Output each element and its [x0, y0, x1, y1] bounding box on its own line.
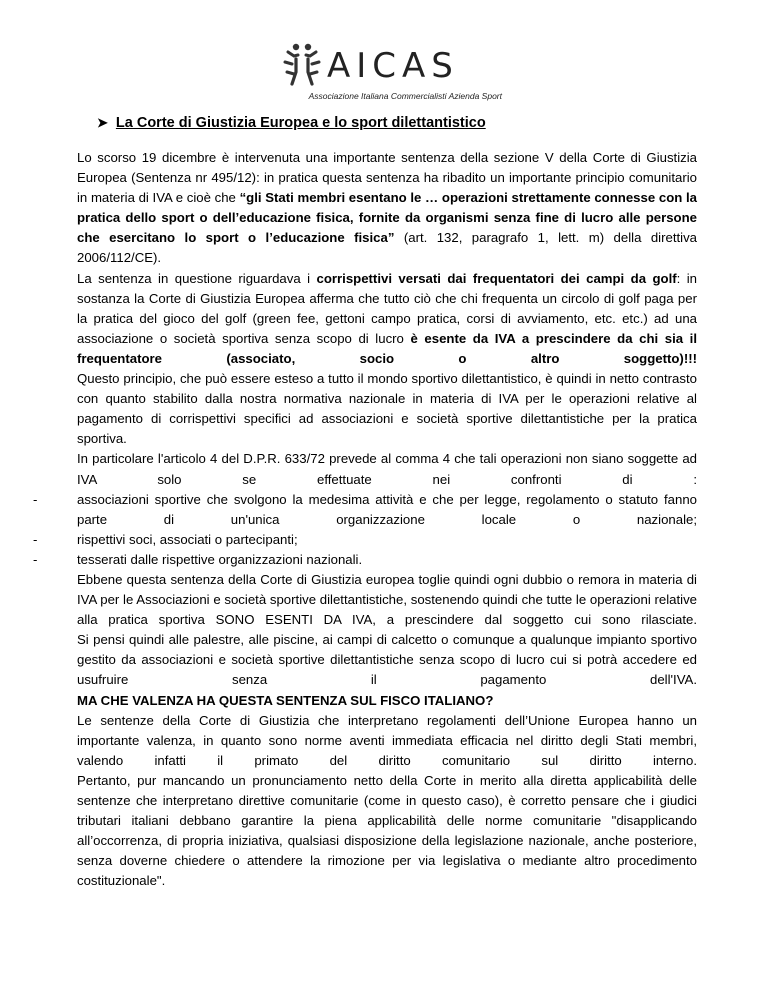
logo-wordmark: AICAS [327, 46, 459, 86]
article-body [33, 148, 698, 891]
paragraph-7: Le sentenze della Corte di Giustizia che interpretano regolamenti dell’Unione Europea hanno un importante valenza, in quanto sono norme aventi immediata efficacia nel diritto degli Stati membri, valendo infatti il primato del diritto comunitario sul diritto interno. [77, 712, 697, 768]
p1-reference: (art. 132, paragrafo 1, lett. m) della direttiva 2006/112/CE). [77, 230, 698, 266]
paragraph-5: Ebbene questa sentenza della Corte di Giustizia europea toglie quindi ogni dubbio o remora in materia di IVA per le Associazioni e società sportive dilettantistiche, sostenendo quindi che tutte le operazioni relative alla pratica sportiva SONO ESENTI DA IVA, a prescindere dal soggetto cui sono rilasciate. [77, 571, 697, 628]
bullet-item-1 [33, 490, 697, 530]
athletes-logo-icon [282, 42, 322, 90]
bullet-item-2 [33, 530, 697, 550]
logo-subtitle: Associazione Italiana Commercialisti Azienda Sport [308, 91, 502, 101]
p1-text: Lo scorso 19 dicembre è intervenuta una importante sentenza della sezione V della Corte di Giustizia Europea (Sentenza nr 495/12): in pratica questa sentenza ha ribadito un importante principio comunitario in materia di IVA e cioè che [77, 150, 697, 206]
heading-text: La Corte di Giustizia Europea e lo sport dilettantistico [115, 115, 486, 131]
bullet-text: tesserati dalle rispettive organizzazioni nazionali. [77, 551, 363, 567]
arrow-bullet-icon: ➤ [97, 115, 108, 130]
p2-bold-2: è esente da IVA a prescindere da chi sia il frequentatore (associato, socio o altro soggetto)!!! [77, 330, 698, 366]
paragraph-2 [77, 269, 697, 369]
paragraph-4: In particolare l'articolo 4 del D.P.R. 633/72 prevede al comma 4 che tali operazioni non siano soggette ad IVA solo se effettuate nei confronti di : [77, 451, 697, 487]
bullet-dash: - [33, 491, 38, 507]
subheading [77, 691, 697, 711]
paragraph-3: Questo principio, che può essere esteso a tutto il mondo sportivo dilettantistico, è quindi in netto contrasto con quanto stabilito dalla nostra normativa nazionale in materia di IVA per le operazioni relative al pagamento di corrispettivi specifici ad associazioni e società sportive dilettantistiche per la pratica sportiva. [77, 371, 697, 447]
bullet-dash: - [33, 531, 38, 547]
p2-bold-1: corrispettivi versati dai frequentatori dei campi da golf [316, 270, 677, 286]
article-heading [97, 115, 486, 131]
bullet-item-3 [33, 550, 697, 570]
bullet-dash: - [33, 551, 38, 567]
paragraph-8: Pertanto, pur mancando un pronunciamento netto della Corte in merito alla diretta applicabilità delle sentenze che interpretano direttive comunitarie (come in questo caso), è corretto pensare che i giudici tributari italiani debbano garantire la piena applicabilità delle norme comunitarie "disapplicando all’occorrenza, di propria iniziativa, qualsiasi disposizione della legislazione nazionale, anche posteriore, senza doverne chiedere o attendere la rimozione per via legislativa o mediante altro procedimento costituzionale". [77, 772, 697, 889]
paragraph-6: Si pensi quindi alle palestre, alle piscine, ai campi di calcetto o comunque a qualunque impianto sportivo gestito da associazioni e società sportive dilettantistiche senza scopo di lucro cui si potrà accedere ed usufruire senza il pagamento dell'IVA. [77, 632, 697, 688]
bullet-text: associazioni sportive che svolgono la medesima attività e che per legge, regolamento o statuto fanno parte di un'unica organizzazione locale o nazionale; [77, 491, 697, 527]
aicas-logo [282, 40, 502, 106]
p1-quote: “gli Stati membri esentano le … operazioni strettamente connesse con la pratica dello sport o dell’educazione fisica, fornite da organismi senza fine di lucro alle persone che esercitano lo sport o l’educazione fisica” [77, 190, 697, 246]
p2-text: La sentenza in questione riguardava i [77, 270, 317, 286]
bullet-text: rispettivi soci, associati o partecipanti; [77, 531, 298, 547]
subheading-text: MA CHE VALENZA HA QUESTA SENTENZA SUL FISCO ITALIANO? [77, 692, 494, 708]
p2-text-2: : in sostanza la Corte di Giustizia Europea afferma che tutto ciò che chi frequenta un circolo di golf paga per la pratica del gioco del golf (green fee, gettoni campo pratica, corsi di avviamento, etc. etc.) ad una associazione o società sportiva senza scopo di lucro [77, 270, 698, 346]
paragraph-1 [77, 148, 697, 269]
